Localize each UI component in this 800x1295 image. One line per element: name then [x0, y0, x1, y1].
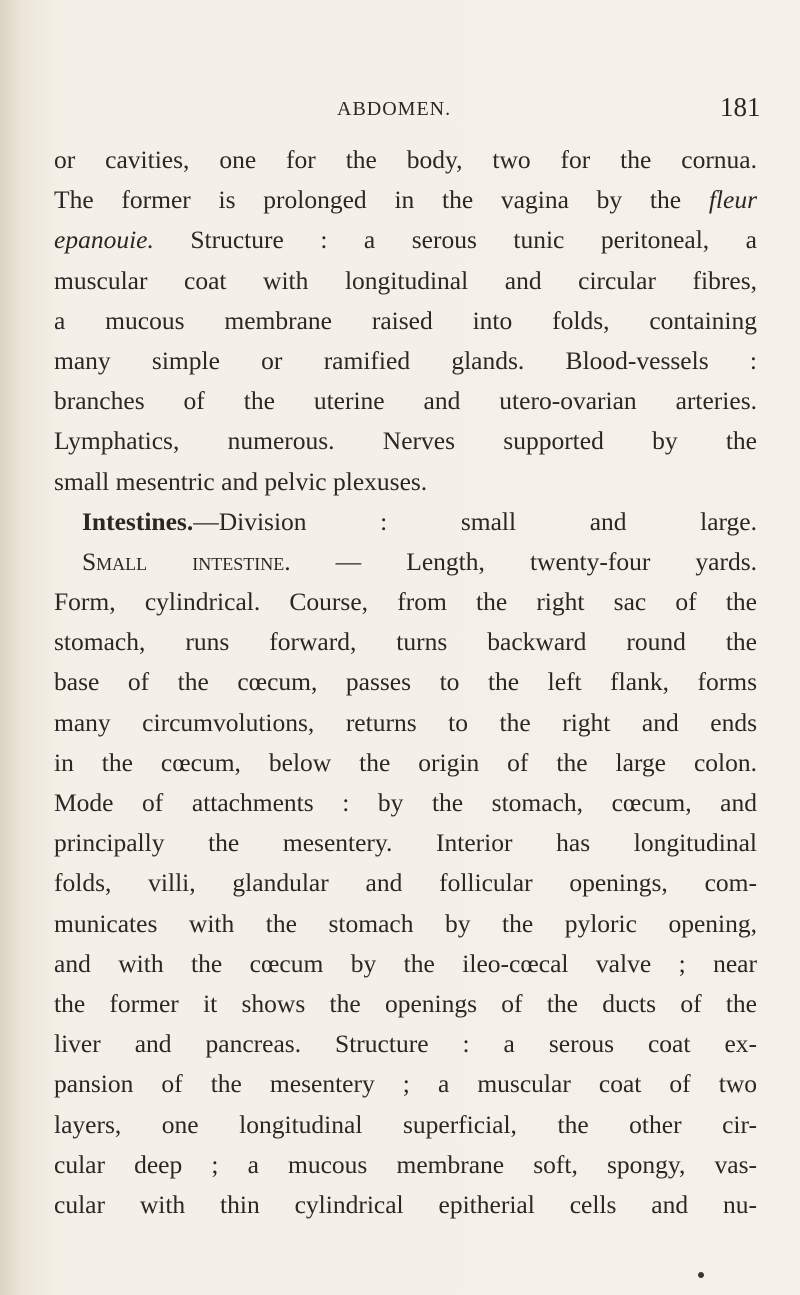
text-line	[54, 1145, 757, 1185]
text-run: municates with the stomach by the pyloric opening,	[54, 908, 757, 938]
text-run: and with the cœcum by the ileo-cœcal valve ; near	[54, 948, 757, 978]
text-run: small mesentric and pelvic plexuses.	[54, 466, 428, 496]
printer-mark	[698, 1272, 704, 1278]
page-number: 181	[720, 92, 761, 122]
text-line	[54, 863, 757, 903]
text-run: layers, one longitudinal superficial, the other cir-	[54, 1109, 757, 1139]
text-line	[54, 622, 757, 662]
text-run: many simple or ramified glands. Blood-vessels :	[54, 345, 757, 375]
text-line	[54, 220, 757, 260]
text-run: branches of the uterine and utero-ovarian arteries.	[54, 386, 757, 416]
text-line	[54, 703, 757, 743]
text-run: Mode of attachments : by the stomach, cœcum, and	[54, 788, 757, 817]
text-line	[54, 261, 757, 301]
page-header	[337, 92, 761, 126]
body-text	[54, 140, 757, 1225]
text-run: or cavities, one for the body, two for the cornua.	[54, 145, 757, 174]
text-line	[54, 582, 757, 622]
text-line	[54, 662, 757, 702]
text-line	[54, 421, 757, 461]
text-line	[54, 823, 757, 863]
text-line	[54, 904, 757, 944]
text-run: The former is prolonged in the vagina by the	[54, 185, 709, 215]
text-line	[54, 462, 757, 502]
text-run: muscular coat with longitudinal and circular fibres,	[54, 265, 757, 295]
text-run: —Division : small and large.	[193, 506, 757, 536]
text-run: cular deep ; a mucous membrane soft, spongy, vas-	[54, 1149, 757, 1179]
text-line	[54, 341, 757, 381]
text-run: the former it shows the openings of the ducts of the	[54, 988, 757, 1018]
text-line	[54, 984, 757, 1024]
text-run: a mucous membrane raised into folds, containing	[54, 305, 757, 335]
text-line	[54, 944, 757, 984]
text-run: principally the mesentery. Interior has longitudinal	[54, 828, 757, 858]
text-run: in the cœcum, below the origin of the large colon.	[54, 747, 757, 777]
text-line	[54, 381, 757, 421]
text-line	[54, 140, 757, 180]
text-run: pansion of the mesentery ; a muscular coat of two	[54, 1069, 757, 1099]
text-line	[54, 502, 757, 542]
text-run: — Length, twenty-four yards.	[290, 546, 757, 576]
italic-term: epanouie.	[54, 225, 154, 255]
running-head: ABDOMEN.	[337, 98, 452, 120]
text-run: cular with thin cylindrical epitherial cells and nu-	[54, 1189, 757, 1219]
text-line	[54, 1024, 757, 1064]
text-run: stomach, runs forward, turns backward round the	[54, 627, 757, 657]
text-line	[54, 542, 757, 582]
text-run: Form, cylindrical. Course, from the right sac of the	[54, 587, 757, 617]
text-line	[54, 783, 757, 823]
text-line	[54, 1064, 757, 1104]
text-run: Lymphatics, numerous. Nerves supported by the	[54, 426, 757, 456]
text-line	[54, 1105, 757, 1145]
text-line	[54, 301, 757, 341]
text-run: folds, villi, glandular and follicular openings, com-	[54, 868, 757, 898]
text-run: base of the cœcum, passes to the left flank, forms	[54, 667, 757, 697]
text-line	[54, 1185, 757, 1225]
text-line	[54, 180, 757, 220]
subsection-heading: Small intestine.	[82, 546, 291, 576]
section-heading: Intestines.	[82, 506, 194, 536]
text-line	[54, 743, 757, 783]
text-run: liver and pancreas. Structure : a serous coat ex-	[54, 1029, 757, 1059]
italic-term: fleur	[708, 185, 757, 215]
text-run: Structure : a serous tunic peritoneal, a	[153, 225, 757, 255]
text-run: many circumvolutions, returns to the right and ends	[54, 707, 757, 737]
